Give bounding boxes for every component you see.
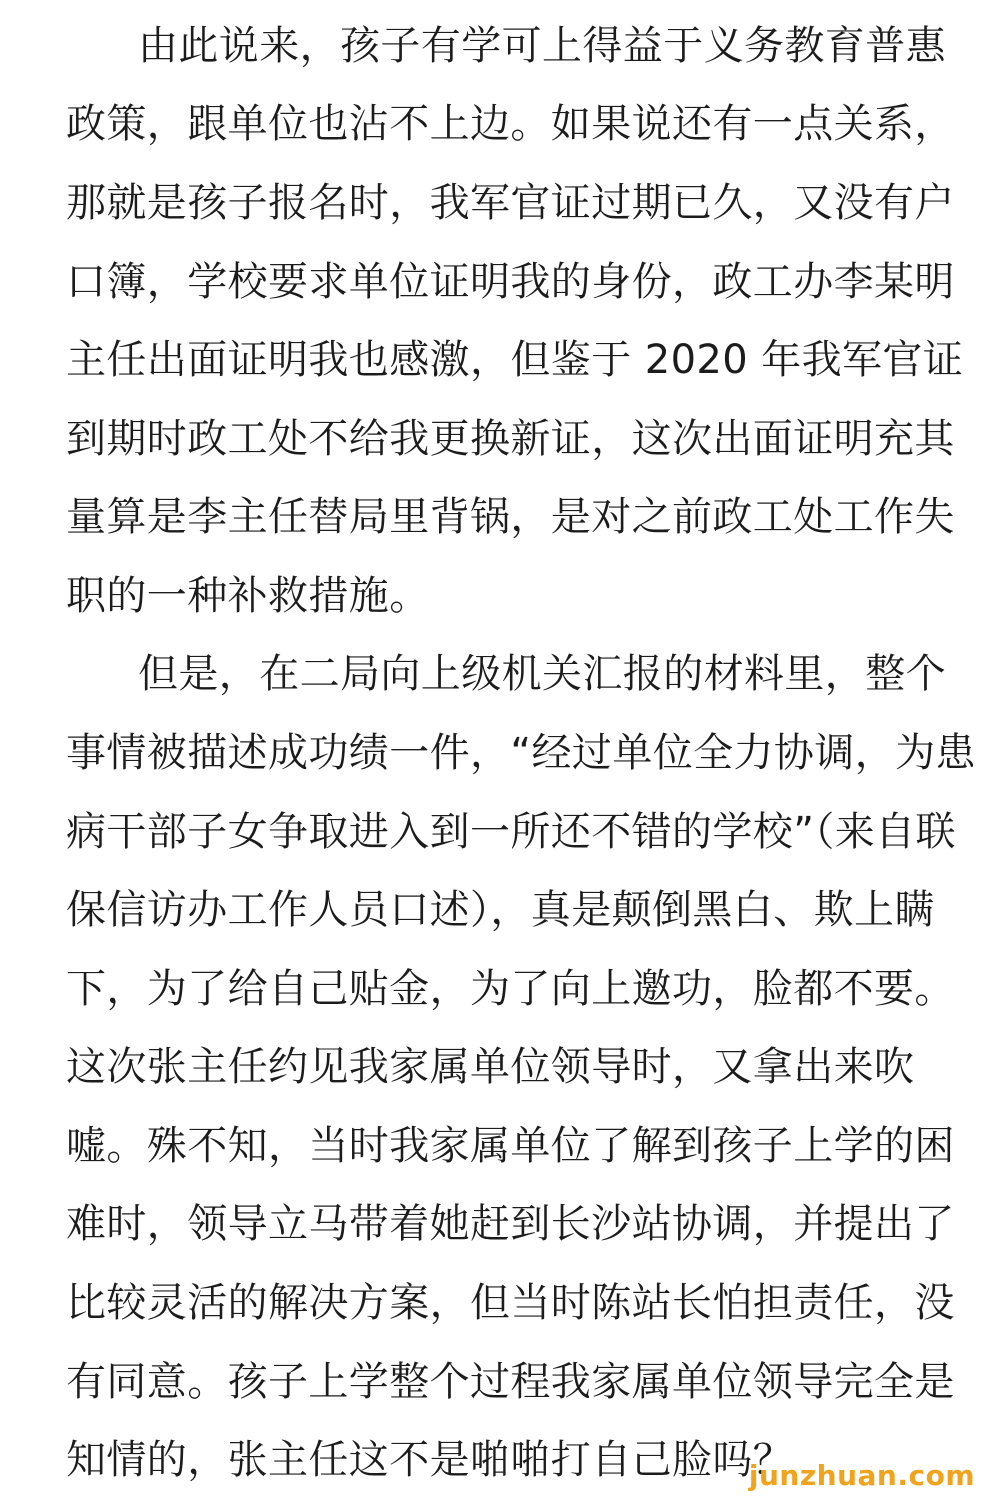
paragraph-2-line-4: 保信访办工作人员口述），真是颠倒黑白、欺上瞒 [66, 887, 935, 933]
paragraph-2-line-7: 嘘。殊不知，当时我家属单位了解到孩子上学的困 [66, 1123, 955, 1169]
paragraph-2-line-1: 但是，在二局向上级机关汇报的材料里，整个 [138, 651, 946, 697]
paragraph-2-line-9: 比较灵活的解决方案，但当时陈站长怕担责任，没 [66, 1280, 955, 1326]
paragraph-2-line-6: 这次张主任约见我家属单位领导时，又拿出来吹 [66, 1044, 915, 1090]
paragraph-1-line-3: 那就是孩子报名时，我军官证过期已久，又没有户 [66, 180, 955, 226]
paragraph-1-line-7: 量算是李主任替局里背锅，是对之前政工处工作失 [66, 494, 955, 540]
paragraph-1-line-6: 到期时政工处不给我更换新证，这次出面证明充其 [66, 416, 955, 462]
paragraph-1-line-2: 政策，跟单位也沾不上边。如果说还有一点关系， [66, 101, 955, 147]
paragraph-1-line-4: 口簿，学校要求单位证明我的身份，政工办李某明 [66, 259, 955, 305]
paragraph-1-line-1: 由此说来，孩子有学可上得益于义务教育普惠 [138, 23, 946, 69]
paragraph-1-line-5: 主任出面证明我也感激，但鉴于 2020 年我军官证 [66, 337, 964, 383]
paragraph-2-line-11: 知情的，张主任这不是啪啪打自己脸吗？ [66, 1437, 794, 1483]
paragraph-2-line-10: 有同意。孩子上学整个过程我家属单位领导完全是 [66, 1359, 955, 1405]
paragraph-2-line-2: 事情被描述成功绩一件，“经过单位全力协调，为患 [66, 730, 976, 776]
site-watermark: junzhuan.com [748, 1459, 975, 1492]
paragraph-2-line-5: 下，为了给自己贴金，为了向上邀功，脸都不要。 [66, 966, 955, 1012]
paragraph-2-line-3: 病干部子女争取进入到一所还不错的学校”（来自联 [66, 809, 956, 855]
paragraph-2-line-8: 难时，领导立马带着她赶到长沙站协调，并提出了 [66, 1201, 955, 1247]
paragraph-1-line-8: 职的一种补救措施。 [66, 573, 430, 619]
